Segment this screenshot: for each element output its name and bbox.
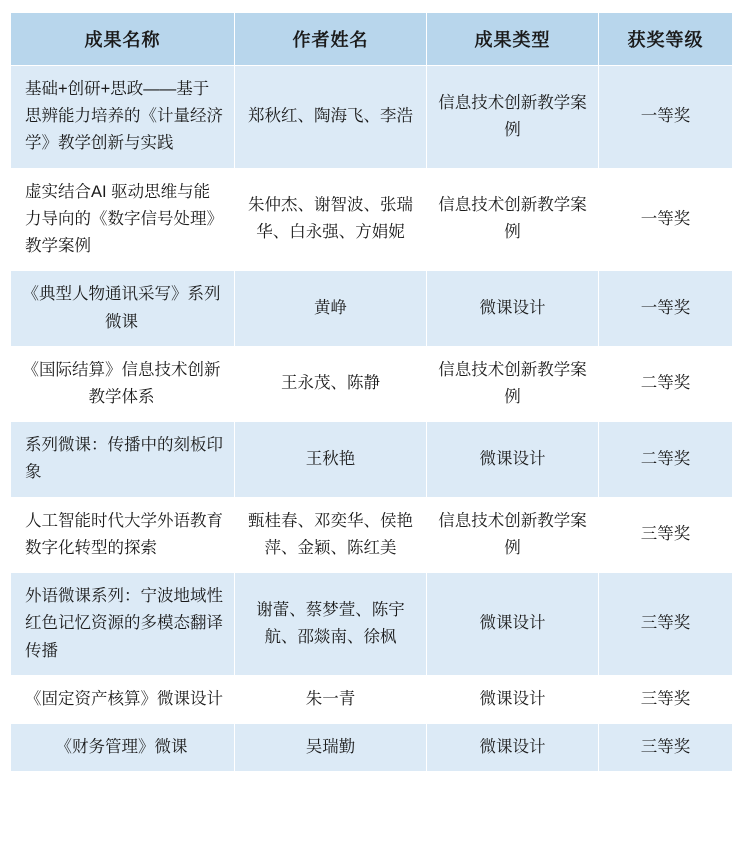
cell-achievement-name: 《财务管理》微课 [11, 723, 235, 771]
table-row [11, 723, 733, 771]
table-row [11, 346, 733, 421]
cell-achievement-type: 微课设计 [427, 723, 599, 771]
table-row [11, 497, 733, 572]
cell-award-level: 三等奖 [599, 573, 733, 676]
cell-author-names: 朱一青 [235, 675, 427, 723]
cell-achievement-name: 虚实结合AI 驱动思维与能力导向的《数字信号处理》教学案例 [11, 168, 235, 271]
table-row [11, 422, 733, 497]
cell-achievement-name: 系列微课：传播中的刻板印象 [11, 422, 235, 497]
column-header-type: 成果类型 [427, 13, 599, 66]
table-row [11, 66, 733, 169]
table-row [11, 675, 733, 723]
cell-author-names: 王永茂、陈静 [235, 346, 427, 421]
cell-award-level: 三等奖 [599, 675, 733, 723]
cell-achievement-type: 信息技术创新教学案例 [427, 168, 599, 271]
cell-award-level: 一等奖 [599, 66, 733, 169]
column-header-level: 获奖等级 [599, 13, 733, 66]
cell-achievement-name: 《典型人物通讯采写》系列微课 [11, 271, 235, 346]
cell-achievement-name: 《固定资产核算》微课设计 [11, 675, 235, 723]
cell-achievement-type: 微课设计 [427, 422, 599, 497]
cell-achievement-name: 《国际结算》信息技术创新教学体系 [11, 346, 235, 421]
cell-author-names: 甄桂春、邓奕华、侯艳萍、金颖、陈红美 [235, 497, 427, 572]
cell-achievement-type: 微课设计 [427, 675, 599, 723]
cell-award-level: 三等奖 [599, 723, 733, 771]
cell-author-names: 黄峥 [235, 271, 427, 346]
table-row [11, 271, 733, 346]
table-header [11, 13, 733, 66]
cell-achievement-type: 微课设计 [427, 271, 599, 346]
table-row [11, 573, 733, 676]
cell-award-level: 一等奖 [599, 271, 733, 346]
cell-award-level: 二等奖 [599, 422, 733, 497]
cell-author-names: 朱仲杰、谢智波、张瑞华、白永强、方娟妮 [235, 168, 427, 271]
cell-achievement-name: 基础+创研+思政——基于思辨能力培养的《计量经济学》教学创新与实践 [11, 66, 235, 169]
cell-achievement-type: 微课设计 [427, 573, 599, 676]
cell-author-names: 吴瑞勤 [235, 723, 427, 771]
cell-author-names: 谢蕾、蔡梦萱、陈宇航、邵燚南、徐枫 [235, 573, 427, 676]
cell-achievement-type: 信息技术创新教学案例 [427, 346, 599, 421]
award-results-table [10, 12, 733, 772]
table-row [11, 168, 733, 271]
table-header-row [11, 13, 733, 66]
cell-achievement-name: 外语微课系列：宁波地域性红色记忆资源的多模态翻译传播 [11, 573, 235, 676]
cell-award-level: 二等奖 [599, 346, 733, 421]
cell-author-names: 郑秋红、陶海飞、李浩 [235, 66, 427, 169]
column-header-authors: 作者姓名 [235, 13, 427, 66]
cell-achievement-type: 信息技术创新教学案例 [427, 497, 599, 572]
column-header-name: 成果名称 [11, 13, 235, 66]
cell-award-level: 三等奖 [599, 497, 733, 572]
cell-achievement-name: 人工智能时代大学外语教育数字化转型的探索 [11, 497, 235, 572]
table-body [11, 66, 733, 772]
cell-award-level: 一等奖 [599, 168, 733, 271]
cell-author-names: 王秋艳 [235, 422, 427, 497]
cell-achievement-type: 信息技术创新教学案例 [427, 66, 599, 169]
